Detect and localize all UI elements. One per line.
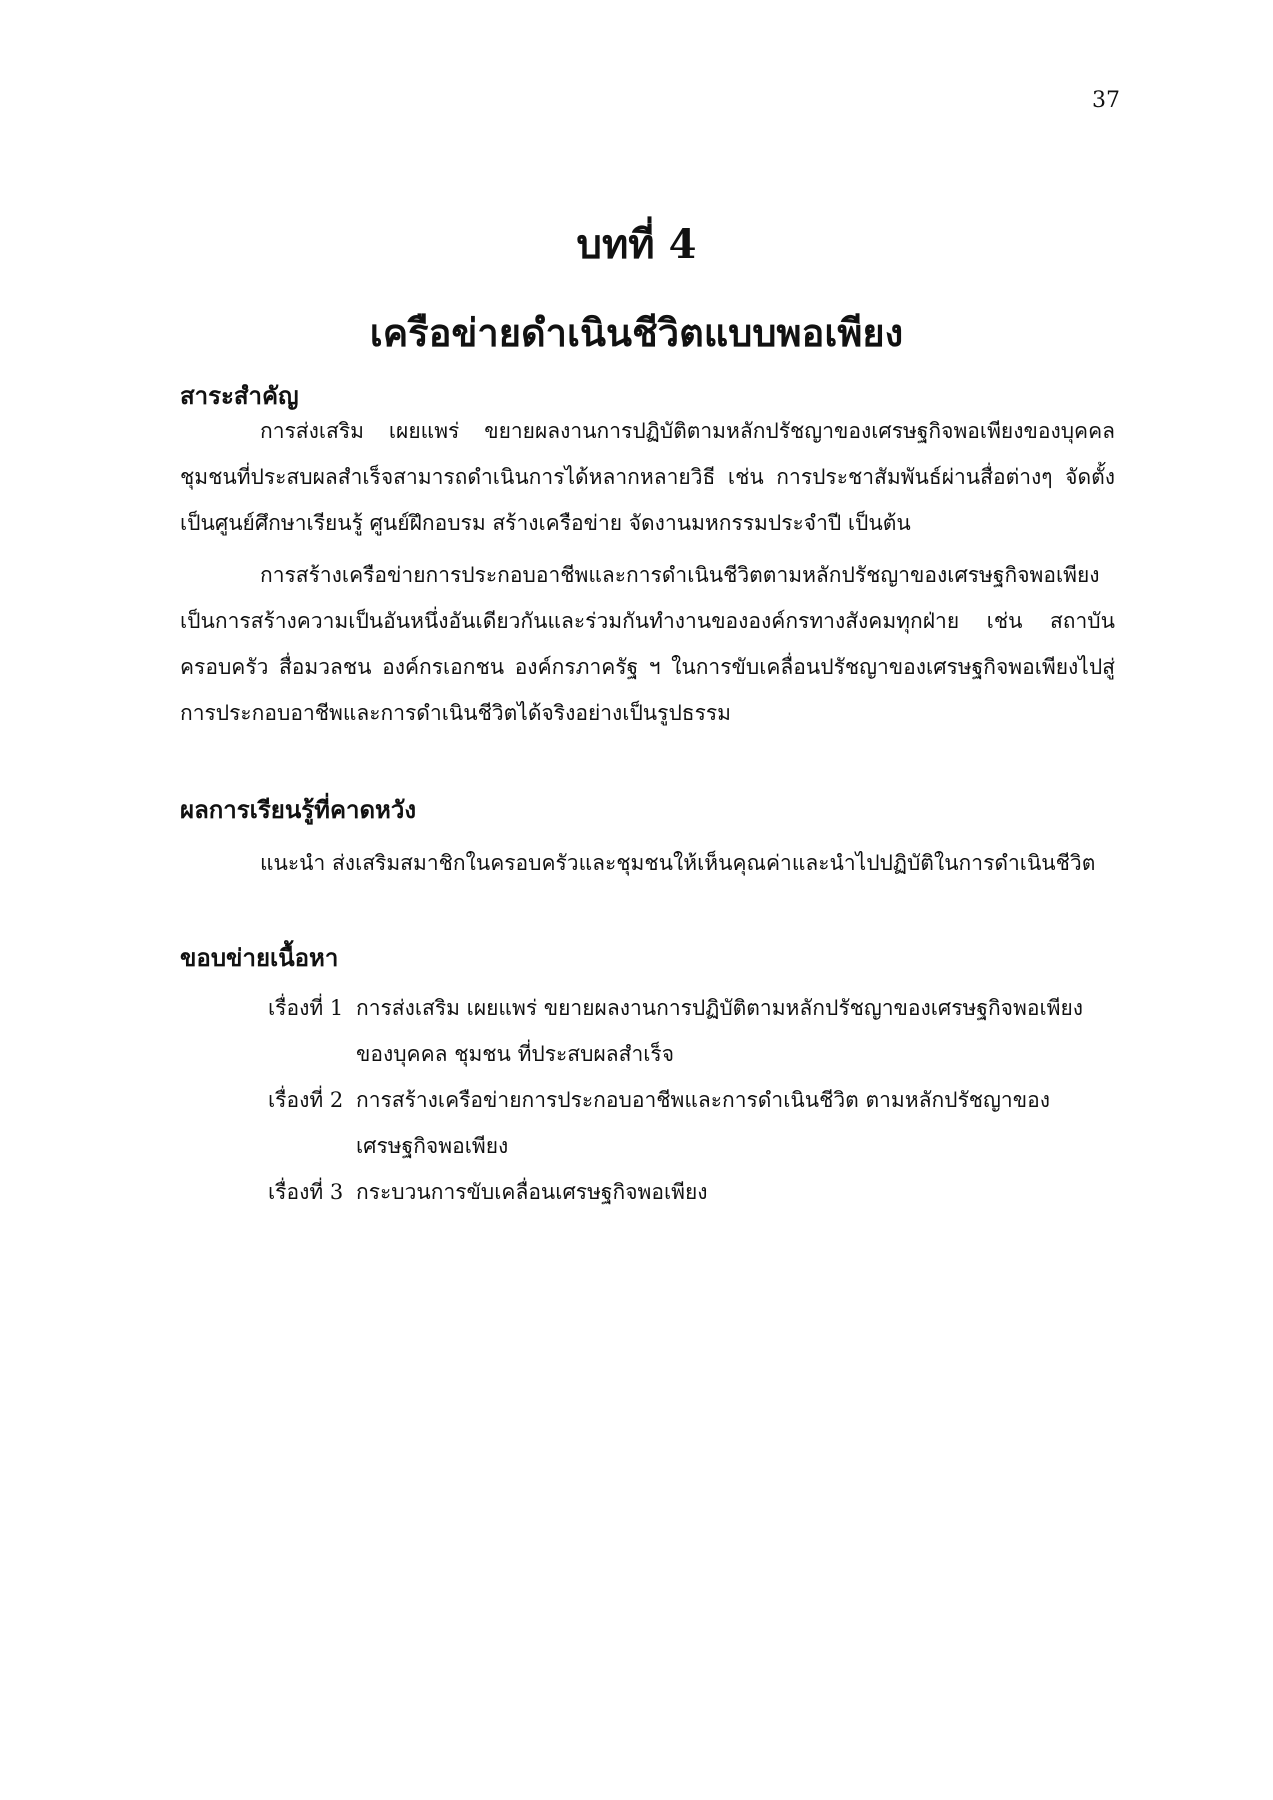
chapter-title: บทที่ 4 — [576, 221, 697, 268]
topic-text: กระบวนการขับเคลื่อนเศรษฐกิจพอเพียง — [356, 1180, 708, 1204]
topic-item-2 — [268, 1077, 1108, 1169]
chapter-subtitle: เครือข่ายดำเนินชีวิตแบบพอเพียง — [369, 310, 904, 355]
topic-item-1 — [268, 985, 1108, 1077]
summary-paragraph-1: การส่งเสริม เผยแพร่ ขยายผลงานการปฏิบัติตามหลักปรัชญาของเศรษฐกิจพอเพียงของบุคคล ชุมชนที่ประสบผลสำเร็จสามารถดำเนินการได้หลากหลายวิธี เช่น การประชาสัมพันธ์ผ่านสื่อต่างๆ จัดตั้งเป็นศูนย์ศึกษาเรียนรู้ ศูนย์ฝึกอบรม สร้างเครือข่าย จัดงานมหกรรมประจำปี เป็นต้น — [180, 419, 1115, 535]
outcomes-text: แนะนำ ส่งเสริมสมาชิกในครอบครัวและชุมชนให้เห็นคุณค่าและนำไปปฏิบัติในการดำเนินชีวิต — [260, 851, 1096, 875]
summary-paragraph-2: การสร้างเครือข่ายการประกอบอาชีพและการดำเนินชีวิตตามหลักปรัชญาของเศรษฐกิจพอเพียง เป็นการสร้างความเป็นอันหนึ่งอันเดียวกันและร่วมกันทำงานขององค์กรทางสังคมทุกฝ่าย เช่น สถาบันครอบครัว สื่อมวลชน องค์กรเอกชน องค์กรภาครัฐ ฯ ในการขับเคลื่อนปรัชญาของเศรษฐกิจพอเพียงไปสู่การประกอบอาชีพและการดำเนินชีวิตได้จริงอย่างเป็นรูปธรรม — [180, 563, 1115, 725]
summary-heading: สาระสำคัญ — [180, 381, 299, 410]
outcomes-heading: ผลการเรียนรู้ที่คาดหวัง — [180, 795, 417, 824]
topic-label: เรื่องที่ 1 — [268, 996, 344, 1020]
topic-text: การส่งเสริม เผยแพร่ ขยายผลงานการปฏิบัติตามหลักปรัชญาของเศรษฐกิจพอเพียง ของบุคคล ชุมชน ที่ประสบผลสำเร็จ — [356, 996, 1084, 1066]
scope-heading: ขอบข่ายเนื้อหา — [180, 943, 339, 972]
topic-list — [268, 985, 1108, 1215]
topic-item-3 — [268, 1169, 1108, 1215]
topic-label: เรื่องที่ 2 — [268, 1088, 344, 1112]
topic-label: เรื่องที่ 3 — [268, 1180, 344, 1204]
page-number: 37 — [1092, 88, 1120, 113]
topic-text: การสร้างเครือข่ายการประกอบอาชีพและการดำเนินชีวิต ตามหลักปรัชญาของ เศรษฐกิจพอเพียง — [356, 1088, 1050, 1158]
